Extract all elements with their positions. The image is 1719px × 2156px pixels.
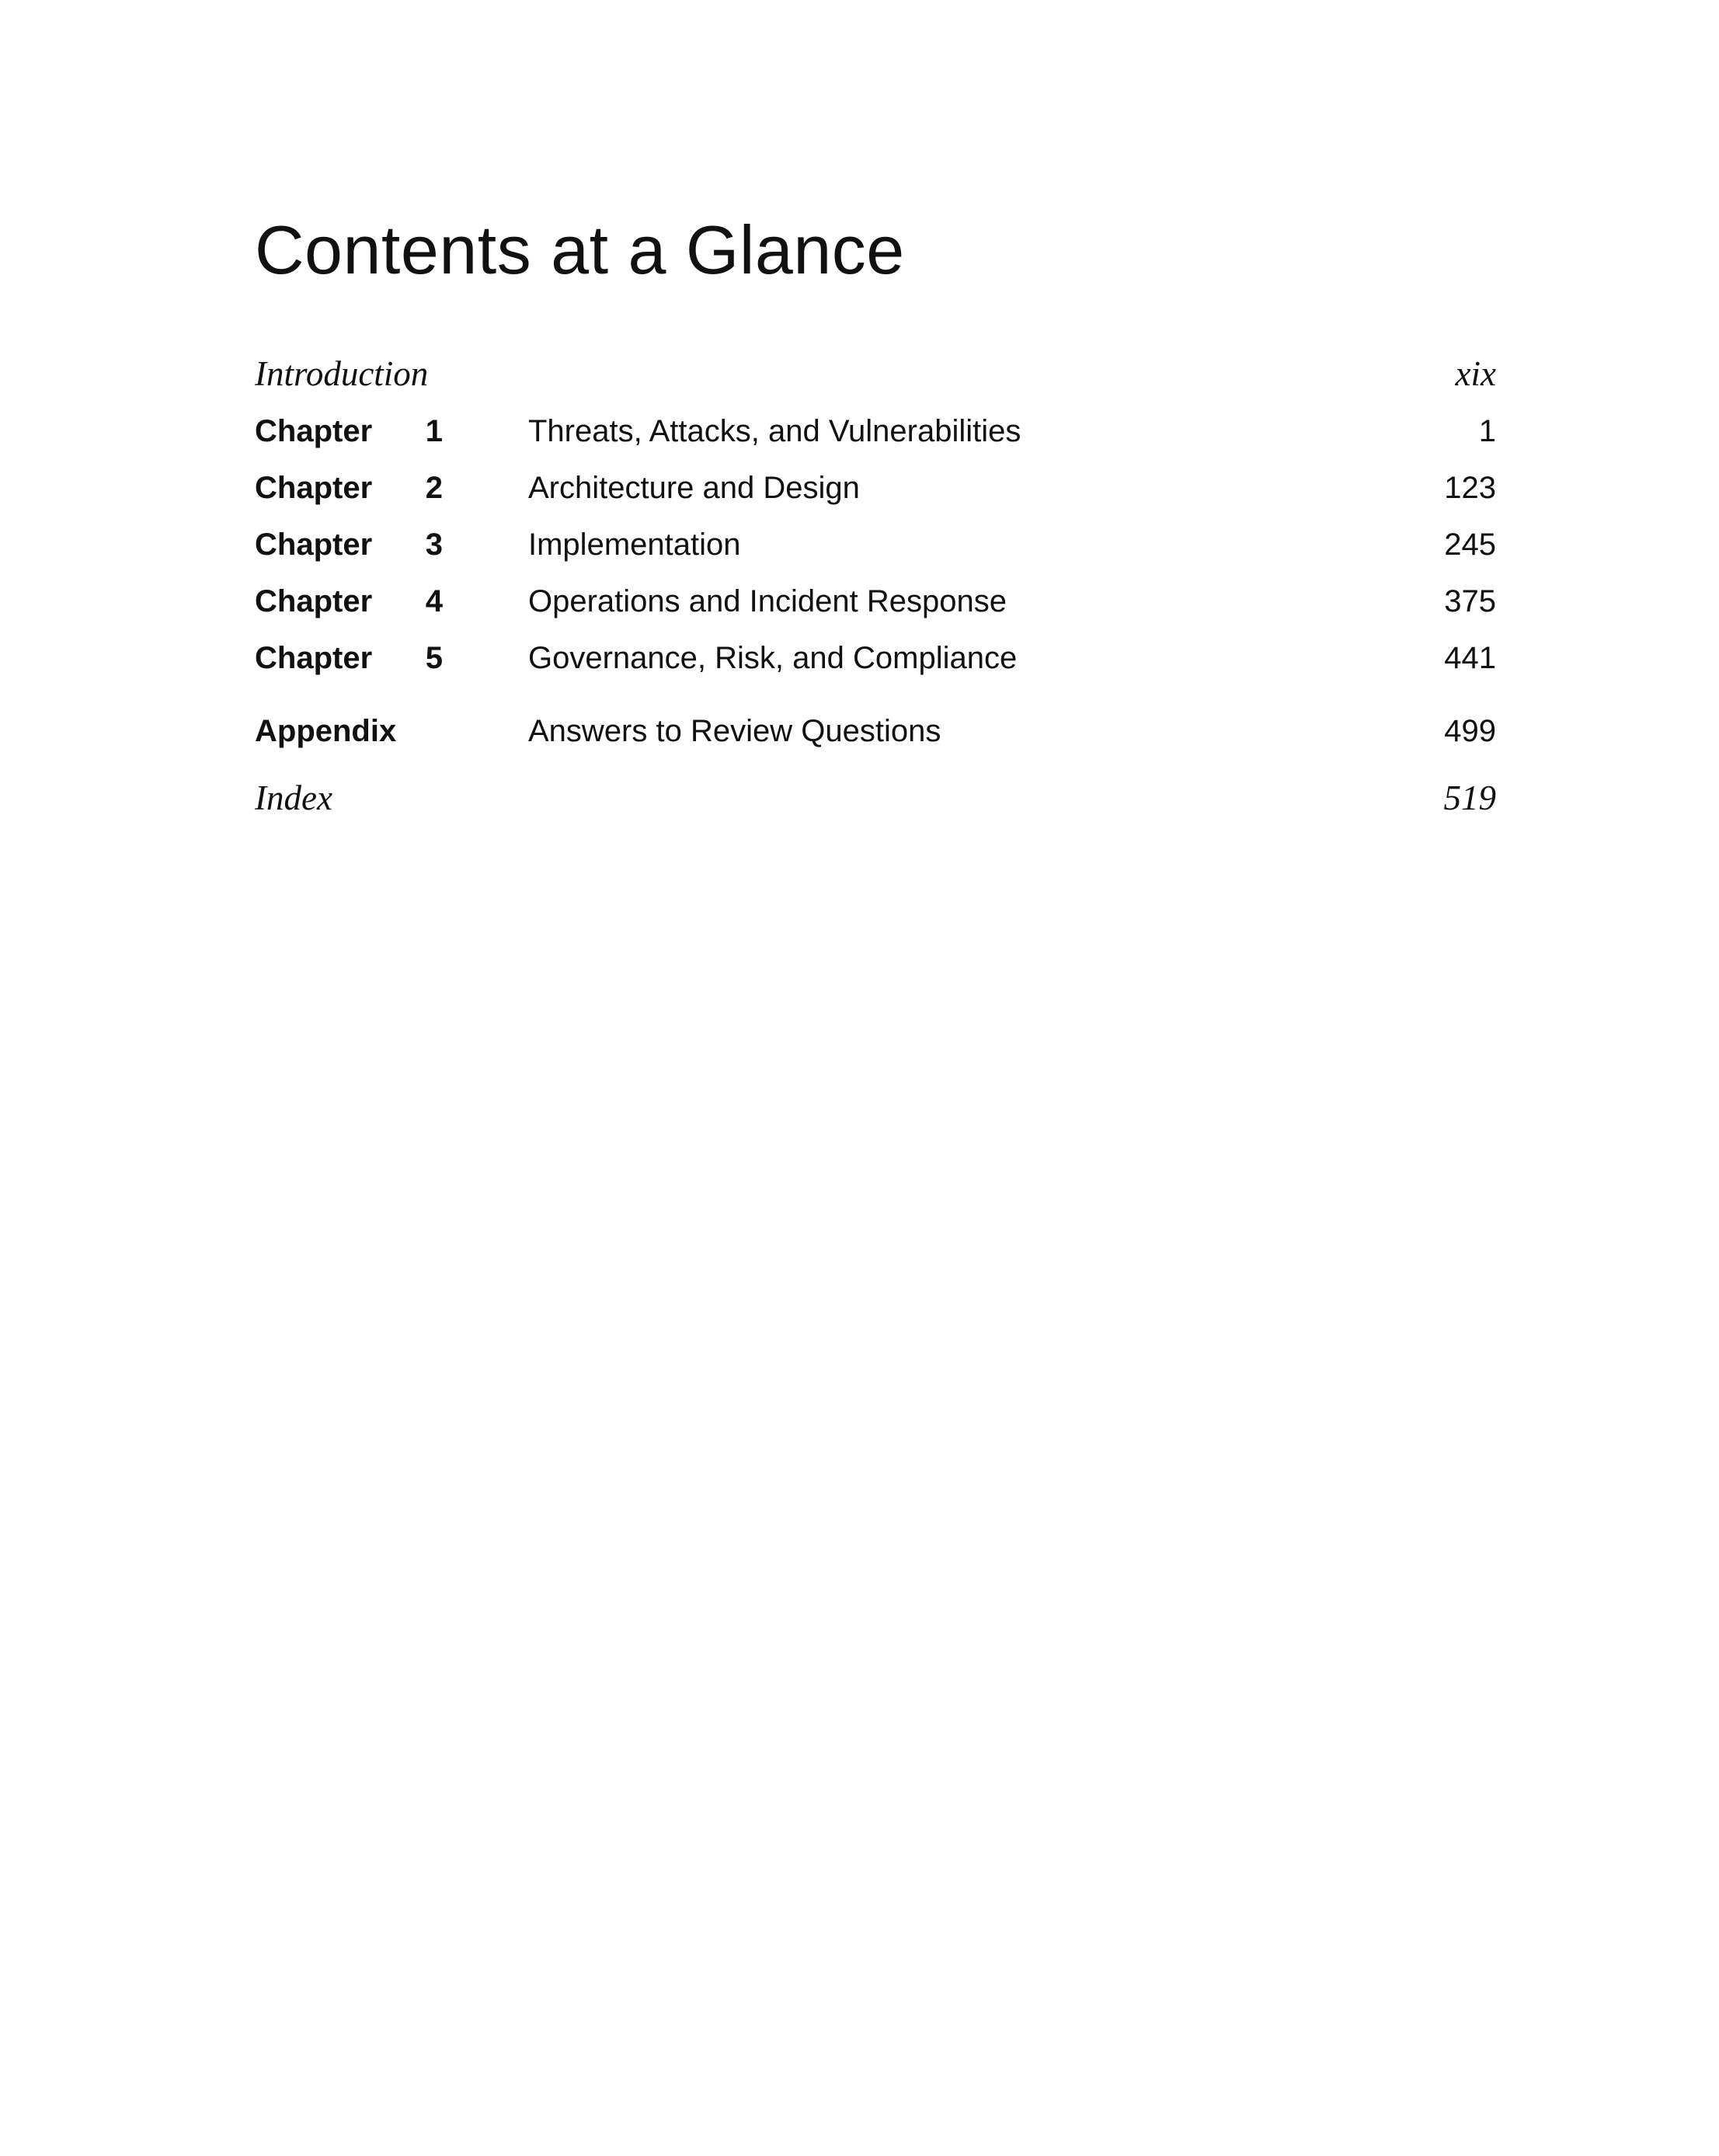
chapter-page-number: 245: [1444, 528, 1496, 562]
toc-entry-chapter-5[interactable]: [255, 641, 1496, 688]
appendix-page-number: 499: [1444, 714, 1496, 748]
chapter-page-number: 123: [1444, 471, 1496, 505]
toc-entry-chapter-4[interactable]: [255, 584, 1496, 631]
chapter-title: Implementation: [528, 528, 741, 562]
chapter-title: Governance, Risk, and Compliance: [528, 641, 1018, 675]
chapter-number: 2: [425, 471, 443, 505]
toc-entry-chapter-1[interactable]: [255, 414, 1496, 461]
index-page-number: 519: [1443, 778, 1496, 817]
page-title: Contents at a Glance: [255, 211, 905, 288]
toc-entry-introduction[interactable]: [255, 354, 1496, 400]
chapter-number: 4: [425, 584, 443, 618]
index-label: Index: [255, 778, 332, 817]
chapter-page-number: 1: [1478, 414, 1496, 448]
chapter-word: Chapter: [255, 528, 373, 562]
chapter-title: Operations and Incident Response: [528, 584, 1007, 618]
appendix-label: Appendix: [255, 714, 397, 748]
chapter-page-number: 375: [1444, 584, 1496, 618]
chapter-word: Chapter: [255, 641, 373, 675]
toc-entry-chapter-2[interactable]: [255, 471, 1496, 517]
appendix-title: Answers to Review Questions: [528, 714, 941, 748]
toc-entry-chapter-3[interactable]: [255, 528, 1496, 574]
toc-entry-appendix[interactable]: [255, 714, 1496, 761]
introduction-label: Introduction: [255, 354, 429, 393]
chapter-number: 5: [425, 641, 443, 675]
introduction-page-number: xix: [1455, 354, 1496, 393]
chapter-word: Chapter: [255, 471, 373, 505]
chapter-word: Chapter: [255, 414, 373, 448]
chapter-number: 3: [425, 528, 443, 562]
chapter-number: 1: [425, 414, 443, 448]
chapter-title: Threats, Attacks, and Vulnerabilities: [528, 414, 1021, 448]
chapter-page-number: 441: [1444, 641, 1496, 675]
chapter-word: Chapter: [255, 584, 373, 618]
toc-entry-index[interactable]: [255, 778, 1496, 824]
chapter-title: Architecture and Design: [528, 471, 860, 505]
